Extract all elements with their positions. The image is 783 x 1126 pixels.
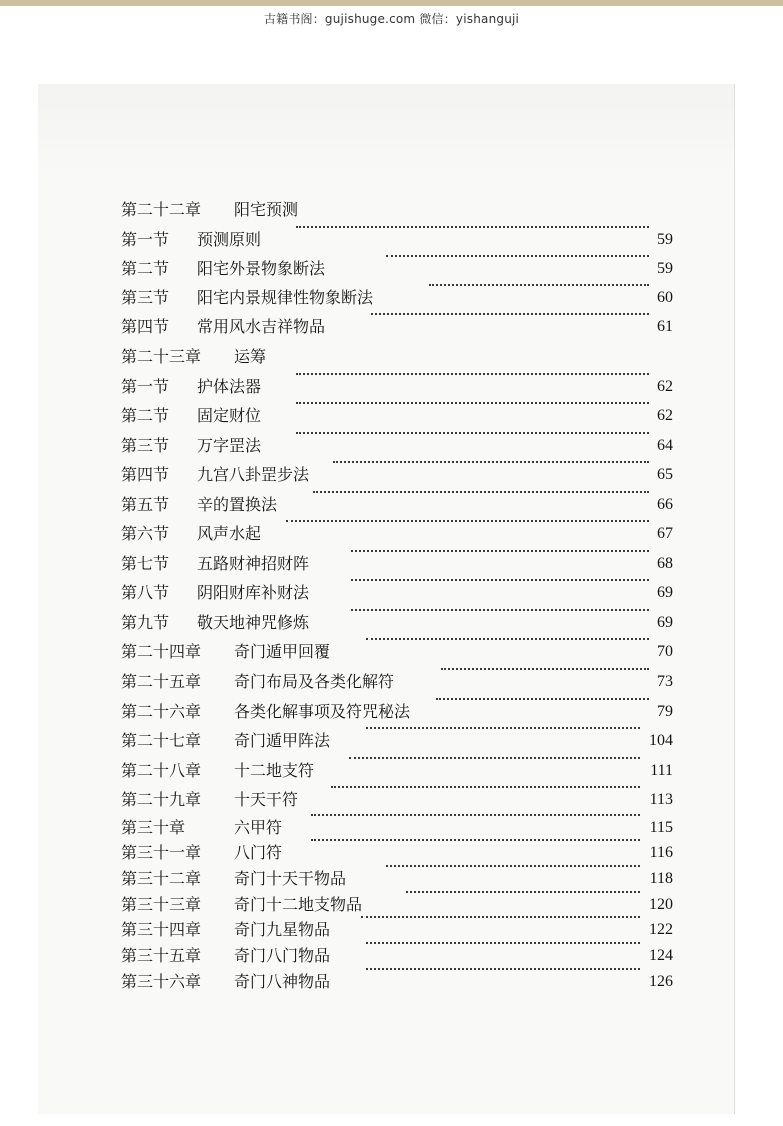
entry-title: 奇门布局及各类化解符: [234, 672, 395, 691]
entry-title: 九宫八卦罡步法: [197, 465, 310, 484]
toc-entry: [121, 255, 673, 283]
section-number: 第六节: [121, 524, 170, 543]
section-number: 第九节: [121, 613, 170, 632]
toc-entry: [121, 402, 673, 430]
toc-entry: [121, 865, 673, 893]
entry-title: 阳宅外景物象断法: [197, 259, 326, 278]
dot-leader: [331, 786, 640, 788]
section-number: 第二节: [121, 259, 170, 278]
toc-entry: [121, 839, 673, 867]
toc-entry: [121, 226, 673, 254]
entry-title: 六甲符: [234, 818, 283, 837]
page-number: 59: [657, 231, 673, 248]
toc-entry: [121, 520, 673, 548]
page-number: 111: [650, 762, 673, 779]
page-number: 62: [657, 407, 673, 424]
page-number: 113: [649, 791, 673, 808]
toc-entry: [121, 343, 673, 371]
dot-leader: [349, 757, 640, 759]
dot-leader: [311, 839, 640, 841]
chapter-number: 第三十五章: [121, 946, 202, 965]
page-number: 70: [657, 643, 673, 660]
toc-entry: [121, 284, 673, 312]
page-number: 65: [657, 466, 673, 483]
dot-leader: [351, 609, 649, 611]
toc-entry: [121, 196, 673, 224]
dot-leader: [296, 432, 649, 434]
toc-entry: [121, 757, 673, 785]
chapter-number: 第二十三章: [121, 347, 202, 366]
site-watermark: 古籍书阁：gujishuge.com 微信：yishanguji: [263, 12, 520, 26]
chapter-number: 第二十四章: [121, 642, 202, 661]
page-number: 118: [649, 870, 673, 887]
dot-leader: [371, 313, 649, 315]
chapter-number: 第三十六章: [121, 972, 202, 991]
dot-leader: [366, 942, 640, 944]
toc-entry: [121, 491, 673, 519]
entry-title: 奇门遁甲阵法: [234, 731, 331, 750]
page-number: 67: [657, 525, 673, 542]
page-number: 120: [649, 896, 673, 913]
dot-leader: [351, 550, 649, 552]
entry-title: 阳宅内景规律性物象断法: [197, 288, 374, 307]
dot-leader: [386, 865, 640, 867]
entry-title: 敬天地神咒修炼: [197, 613, 310, 632]
toc-entry: [121, 916, 673, 944]
chapter-number: 第二十五章: [121, 672, 202, 691]
section-number: 第三节: [121, 288, 170, 307]
page-number: 66: [657, 496, 673, 513]
toc-entry: [121, 550, 673, 578]
section-number: 第三节: [121, 436, 170, 455]
dot-leader: [366, 727, 640, 729]
page-number: 116: [649, 844, 673, 861]
chapter-number: 第三十二章: [121, 869, 202, 888]
entry-title: 固定财位: [197, 406, 262, 425]
page-number: 68: [657, 555, 673, 572]
entry-title: 奇门八神物品: [234, 972, 331, 991]
page-number: 62: [657, 378, 673, 395]
dot-leader: [441, 668, 649, 670]
section-number: 第五节: [121, 495, 170, 514]
section-number: 第一节: [121, 230, 170, 249]
toc-entry: [121, 609, 673, 637]
page-number: 59: [657, 260, 673, 277]
toc-entry: [121, 786, 673, 814]
dot-leader: [361, 916, 640, 918]
page-number: 115: [649, 819, 673, 836]
entry-title: 辛的置换法: [197, 495, 278, 514]
page-number: 124: [649, 947, 673, 964]
dot-leader: [351, 579, 649, 581]
toc-entry: [121, 313, 673, 341]
entry-title: 奇门八门物品: [234, 946, 331, 965]
section-number: 第一节: [121, 377, 170, 396]
entry-title: 阳宅预测: [234, 200, 299, 219]
chapter-number: 第二十九章: [121, 790, 202, 809]
toc-entry: [121, 968, 673, 996]
entry-title: 各类化解事项及符咒秘法: [234, 702, 411, 721]
chapter-number: 第三十四章: [121, 920, 202, 939]
toc-entry: [121, 891, 673, 919]
page-number: 73: [657, 673, 673, 690]
page-number: 122: [649, 921, 673, 938]
page-number: 69: [657, 614, 673, 631]
dot-leader: [333, 461, 649, 463]
page-number: 79: [657, 703, 673, 720]
entry-title: 常用风水吉祥物品: [197, 317, 326, 336]
dot-leader: [311, 814, 640, 816]
toc-entry: [121, 373, 673, 401]
chapter-number: 第二十二章: [121, 200, 202, 219]
toc-entry: [121, 432, 673, 460]
page-number: 69: [657, 584, 673, 601]
toc-entry: [121, 461, 673, 489]
toc-entry: [121, 814, 673, 842]
chapter-number: 第三十三章: [121, 895, 202, 914]
dot-leader: [296, 402, 649, 404]
page-number: 64: [657, 437, 673, 454]
entry-title: 风声水起: [197, 524, 262, 543]
dot-leader: [296, 226, 649, 228]
toc-entry: [121, 579, 673, 607]
entry-title: 奇门十二地支物品: [234, 895, 363, 914]
page-number: 104: [649, 732, 673, 749]
entry-title: 奇门十天干物品: [234, 869, 347, 888]
section-number: 第四节: [121, 465, 170, 484]
dot-leader: [313, 491, 649, 493]
chapter-number: 第二十八章: [121, 761, 202, 780]
entry-title: 十天干符: [234, 790, 299, 809]
dot-leader: [286, 520, 649, 522]
dot-leader: [386, 255, 649, 257]
dot-leader: [366, 638, 649, 640]
dot-leader: [296, 373, 649, 375]
chapter-number: 第二十六章: [121, 702, 202, 721]
page-number: 61: [657, 318, 673, 335]
toc-entry: [121, 638, 673, 666]
entry-title: 万字罡法: [197, 436, 262, 455]
section-number: 第四节: [121, 317, 170, 336]
entry-title: 奇门遁甲回覆: [234, 642, 331, 661]
entry-title: 预测原则: [197, 230, 262, 249]
entry-title: 奇门九星物品: [234, 920, 331, 939]
toc-entry: [121, 698, 673, 726]
section-number: 第七节: [121, 554, 170, 573]
chapter-number: 第三十章: [121, 818, 186, 837]
chapter-number: 第二十七章: [121, 731, 202, 750]
chapter-number: 第三十一章: [121, 843, 202, 862]
entry-title: 阴阳财库补财法: [197, 583, 310, 602]
toc-entry: [121, 942, 673, 970]
dot-leader: [429, 284, 649, 286]
dot-leader: [406, 891, 640, 893]
section-number: 第二节: [121, 406, 170, 425]
toc-entry: [121, 727, 673, 755]
toc-entry: [121, 668, 673, 696]
dot-leader: [366, 968, 640, 970]
section-number: 第八节: [121, 583, 170, 602]
dot-leader: [436, 698, 649, 700]
entry-title: 十二地支符: [234, 761, 315, 780]
entry-title: 运筹: [234, 347, 267, 366]
page-number: 60: [657, 289, 673, 306]
page-number: 126: [649, 973, 673, 990]
entry-title: 五路财神招财阵: [197, 554, 310, 573]
entry-title: 护体法器: [197, 377, 262, 396]
entry-title: 八门符: [234, 843, 283, 862]
